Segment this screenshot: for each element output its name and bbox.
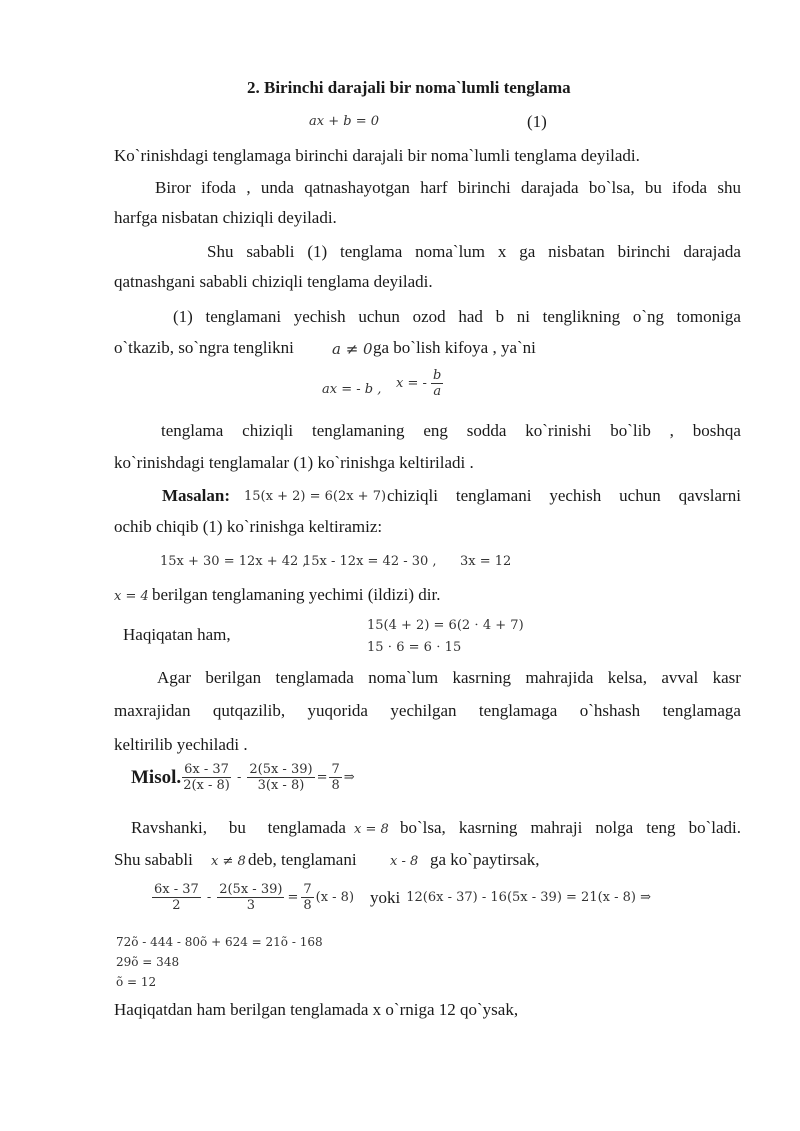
word: uchun — [358, 307, 400, 326]
word: tenglamani — [205, 307, 282, 326]
misol-equals: = — [316, 770, 328, 785]
multiplier-x-minus-8: x - 8 — [390, 854, 419, 869]
paragraph-solve-line2a: o`tkazib, so`ngra tenglikni — [114, 338, 294, 357]
example-step-2: 15x - 12x = 42 - 30 , — [303, 554, 437, 569]
word: chiziqli — [387, 486, 438, 505]
word: tenglama — [161, 421, 224, 440]
word: tomoniga — [676, 307, 741, 326]
word: , — [669, 421, 674, 440]
final-sentence: Haqiqatdan ham berilgan tenglamada x o`rniga 12 qo`ysak, — [114, 1000, 519, 1019]
word: nisbatan — [548, 242, 605, 261]
word: Agar — [157, 668, 191, 687]
word: eng — [423, 421, 448, 440]
solution-step-3: õ = 12 — [116, 975, 157, 989]
word: o`hshash — [579, 701, 641, 720]
cleared-alternative: 12(6x - 37) - 16(5x - 39) = 21(x - 8) ⇒ — [406, 890, 652, 905]
cleared-minus: - — [206, 890, 212, 905]
cleared-fraction-3 — [301, 882, 313, 913]
paragraph-obviously-line2b: deb, tenglamani — [248, 850, 357, 869]
equation-ax-minus-b: ax = - b , — [322, 382, 382, 397]
word: maxrajidan — [114, 701, 191, 720]
word: darajada — [521, 178, 579, 197]
paragraph-obviously-part2 — [400, 818, 741, 838]
misol-minus: - — [236, 770, 242, 785]
word: tenglamaga — [478, 701, 558, 720]
misol-f1-denominator: 2(x - 8) — [183, 778, 230, 793]
word: ozod — [412, 307, 446, 326]
paragraph-obviously-part1 — [131, 818, 346, 838]
word: o`ng — [632, 307, 664, 326]
word: , — [246, 178, 251, 197]
word: bu — [228, 818, 246, 837]
paragraph-linear-line1 — [155, 178, 741, 198]
condition-x-equals-8: x = 8 — [354, 822, 389, 837]
word: tenglamani — [455, 486, 532, 505]
cleared-f1-numerator: 6x - 37 — [154, 882, 199, 897]
root-equation: x = 4 — [114, 589, 149, 604]
paragraph-fraction-line3: keltirilib yechiladi . — [114, 735, 248, 754]
word: shu — [717, 178, 741, 197]
word: (1) — [173, 307, 193, 326]
cleared-f3-numerator: 7 — [303, 882, 312, 897]
word: avval — [661, 668, 699, 687]
check-label: Haqiqatan ham, — [123, 625, 231, 644]
word: (1) — [307, 242, 328, 261]
paragraph-solve-line2b: ga bo`lish kifoya , ya`ni — [373, 338, 536, 357]
word: bo`lsa, — [400, 818, 446, 837]
yoki-word: yoki — [370, 887, 401, 907]
example-step-3: 3x = 12 — [460, 554, 512, 569]
word: uchun — [619, 486, 661, 505]
cleared-equation — [152, 882, 651, 913]
word: kasr — [712, 668, 741, 687]
paragraph-fraction-line1 — [157, 668, 741, 688]
cleared-f2-denominator: 3 — [246, 898, 255, 913]
word: teng — [646, 818, 676, 837]
section-title: 2. Birinchi darajali bir noma`lumli tenglama — [247, 78, 571, 97]
word: bu — [644, 178, 662, 197]
word: ifoda — [672, 178, 708, 197]
misol-arrow: ⇒ — [343, 770, 355, 785]
word: tenglama — [339, 242, 403, 261]
word: noma`lum — [368, 668, 439, 687]
word: birinchi — [457, 178, 511, 197]
word: Shu — [207, 242, 234, 261]
paragraph-simplest-line1 — [161, 421, 741, 441]
word: yechish — [549, 486, 602, 505]
condition-a-nonzero: a ≠ 0 — [332, 340, 373, 358]
misol-equation — [131, 762, 355, 793]
paragraph-obviously-line2a: Shu sababli — [114, 850, 193, 869]
misol-f1-numerator: 6x - 37 — [184, 762, 229, 777]
word: noma`lum — [415, 242, 486, 261]
word: kasrning — [452, 668, 512, 687]
misol-fraction-1 — [182, 762, 231, 793]
paragraph-reason-line1 — [207, 242, 741, 262]
cleared-equals: = — [287, 890, 299, 905]
example-text-line2: ochib chiqib (1) ko`rinishga keltiramiz: — [114, 517, 383, 536]
word: harf — [420, 178, 448, 197]
cleared-tail: (x - 8) — [315, 890, 355, 905]
example-equation: 15(x + 2) = 6(2x + 7) — [244, 489, 387, 504]
example-label: Masalan: — [162, 486, 230, 505]
paragraph-linear-line2: harfga nisbatan chiziqli deyiladi. — [114, 208, 337, 227]
word: sababli — [246, 242, 295, 261]
paragraph-definition: Ko`rinishdagi tenglamaga birinchi darajali bir noma`lumli tenglama deyiladi. — [114, 146, 640, 165]
cleared-fraction-2 — [217, 882, 284, 913]
misol-label: Misol. — [131, 766, 182, 788]
misol-fraction-3 — [329, 762, 341, 793]
word: Ravshanki, — [131, 818, 208, 837]
word: kasrning — [458, 818, 518, 837]
solution-step-1: 72õ - 444 - 80õ + 624 = 21õ - 168 — [116, 935, 323, 949]
paragraph-simplest-line2: ko`rinishdagi tenglamalar (1) ko`rinishga keltiriladi . — [114, 453, 474, 472]
word: tenglamaga — [662, 701, 741, 720]
equation-x-lhs: x = - — [396, 376, 427, 391]
misol-f3-denominator: 8 — [331, 778, 340, 793]
word: bo`ladi. — [688, 818, 741, 837]
cleared-fraction-1 — [152, 882, 201, 913]
word: yechilgan — [390, 701, 457, 720]
word: tenglikning — [542, 307, 621, 326]
word: tenglamaning — [311, 421, 405, 440]
word: bo`lib — [610, 421, 651, 440]
word: Biror — [155, 178, 191, 197]
word: ni — [516, 307, 530, 326]
fraction-numerator: b — [433, 368, 442, 383]
word: kelsa, — [607, 668, 647, 687]
word: bo`lsa, — [588, 178, 635, 197]
word: berilgan — [205, 668, 262, 687]
equation-1-number: (1) — [527, 112, 547, 131]
equation-1: ax + b = 0 — [309, 114, 379, 129]
paragraph-fraction-line2 — [114, 701, 741, 721]
word: darajada — [683, 242, 741, 261]
fraction-denominator: a — [433, 384, 442, 399]
misol-f2-numerator: 2(5x - 39) — [249, 762, 313, 777]
word: qavslarni — [678, 486, 741, 505]
word: mahrajida — [525, 668, 594, 687]
word: boshqa — [692, 421, 741, 440]
root-text: berilgan tenglamaning yechimi (ildizi) dir. — [152, 585, 441, 604]
word: sodda — [466, 421, 507, 440]
misol-fraction-2 — [247, 762, 314, 793]
fraction-b-over-a — [431, 368, 443, 399]
example-text-line1 — [387, 486, 741, 506]
paragraph-solve-line1 — [173, 307, 741, 327]
word: yuqorida — [307, 701, 368, 720]
word: ko`rinishi — [525, 421, 592, 440]
word: unda — [260, 178, 294, 197]
word: mahraji — [530, 818, 583, 837]
word: qatnashayotgan — [304, 178, 410, 197]
misol-f3-numerator: 7 — [331, 762, 340, 777]
check-line-2: 15 ⋅ 6 = 6 ⋅ 15 — [367, 640, 462, 655]
cleared-f3-denominator: 8 — [303, 898, 312, 913]
word: tenglamada — [275, 668, 354, 687]
condition-x-not-8: x ≠ 8 — [211, 854, 246, 869]
misol-f2-denominator: 3(x - 8) — [257, 778, 305, 793]
solution-step-2: 29õ = 348 — [116, 955, 180, 969]
paragraph-obviously-line2c: ga ko`paytirsak, — [430, 850, 540, 869]
cleared-f1-denominator: 2 — [172, 898, 181, 913]
word: had — [458, 307, 483, 326]
equation-x-solution — [396, 368, 443, 399]
word: b — [495, 307, 505, 326]
word: birinchi — [617, 242, 671, 261]
word: yechish — [293, 307, 346, 326]
paragraph-reason-line2: qatnashgani sababli chiziqli tenglama deyiladi. — [114, 272, 433, 291]
word: x — [497, 242, 507, 261]
word: ga — [519, 242, 536, 261]
word: chiziqli — [242, 421, 294, 440]
word: tenglamada — [267, 818, 346, 837]
check-line-1: 15(4 + 2) = 6(2 ⋅ 4 + 7) — [367, 618, 524, 633]
word: ifoda — [201, 178, 237, 197]
word: nolga — [595, 818, 634, 837]
example-step-1: 15x + 30 = 12x + 42 , — [160, 554, 307, 569]
word: qutqazilib, — [212, 701, 286, 720]
cleared-f2-numerator: 2(5x - 39) — [219, 882, 283, 897]
